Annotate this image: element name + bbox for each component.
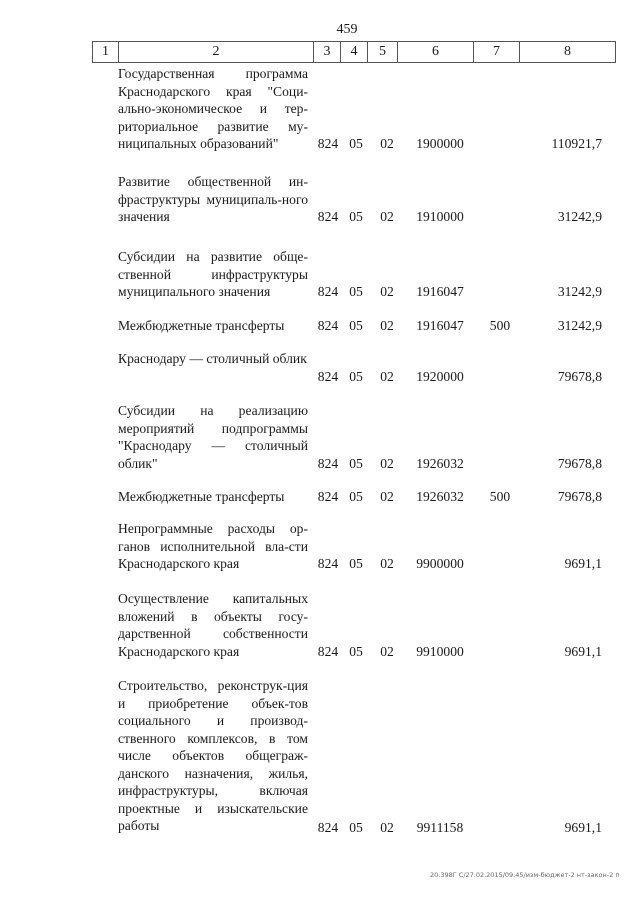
row-expense-type: 500 bbox=[489, 489, 511, 504]
row-target-code: 1916047 bbox=[416, 318, 464, 333]
row-subchapter-code: 02 bbox=[380, 136, 394, 151]
column-header-1: 1 bbox=[93, 42, 119, 63]
row-section-code: 824 bbox=[317, 209, 339, 224]
row-chapter-code: 05 bbox=[349, 456, 363, 471]
row-name: Межбюджетные трансферты bbox=[118, 489, 285, 504]
row-amount: 9691,1 bbox=[564, 644, 602, 659]
row-subchapter-code: 02 bbox=[380, 489, 394, 504]
row-amount: 31242,9 bbox=[557, 284, 602, 299]
row-section-code: 824 bbox=[317, 369, 339, 384]
row-section-code: 824 bbox=[317, 556, 339, 571]
row-name: Субсидии на развитие обще-ственной инфраструктуры муниципального значения bbox=[118, 249, 308, 299]
row-subchapter-code: 02 bbox=[380, 209, 394, 224]
row-name: Непрограммные расходы ор-ганов исполнительной вла-сти Краснодарского края bbox=[118, 521, 308, 571]
row-subchapter-code: 02 bbox=[380, 284, 394, 299]
row-target-code: 1910000 bbox=[416, 209, 464, 224]
row-section-code: 824 bbox=[317, 136, 339, 151]
row-section-code: 824 bbox=[317, 644, 339, 659]
row-name: Осуществление капитальных вложений в объекты госу-дарственной собственности Краснодарского края bbox=[118, 591, 308, 659]
row-target-code: 1916047 bbox=[416, 284, 464, 299]
row-name: Государственная программа Краснодарского края "Соци-ально-экономическое и тер-риториальное развитие му-ниципальных образований" bbox=[118, 66, 308, 151]
row-target-code: 1900000 bbox=[416, 136, 464, 151]
row-amount: 9691,1 bbox=[564, 556, 602, 571]
row-chapter-code: 05 bbox=[349, 369, 363, 384]
row-subchapter-code: 02 bbox=[380, 369, 394, 384]
row-amount: 31242,9 bbox=[557, 318, 602, 333]
column-header-4: 4 bbox=[341, 42, 368, 63]
row-name: Межбюджетные трансферты bbox=[118, 318, 285, 333]
row-chapter-code: 05 bbox=[349, 489, 363, 504]
row-chapter-code: 05 bbox=[349, 820, 363, 835]
column-header-3: 3 bbox=[314, 42, 341, 63]
row-chapter-code: 05 bbox=[349, 644, 363, 659]
row-chapter-code: 05 bbox=[349, 318, 363, 333]
column-header-8: 8 bbox=[520, 42, 616, 63]
row-chapter-code: 05 bbox=[349, 136, 363, 151]
row-chapter-code: 05 bbox=[349, 556, 363, 571]
row-section-code: 824 bbox=[317, 318, 339, 333]
document-footer: 20.398Г С/27.02.2015/09.45/изм-бюджет-2 нт-закон-2 п bbox=[430, 871, 620, 879]
row-target-code: 1926032 bbox=[416, 456, 464, 471]
row-expense-type: 500 bbox=[489, 318, 511, 333]
row-name: Краснодару — столичный облик bbox=[118, 351, 307, 366]
column-header-6: 6 bbox=[398, 42, 474, 63]
row-target-code: 9910000 bbox=[416, 644, 464, 659]
column-header-row bbox=[92, 41, 616, 63]
row-amount: 79678,8 bbox=[557, 456, 602, 471]
row-subchapter-code: 02 bbox=[380, 456, 394, 471]
row-subchapter-code: 02 bbox=[380, 318, 394, 333]
row-target-code: 9900000 bbox=[416, 556, 464, 571]
row-subchapter-code: 02 bbox=[380, 820, 394, 835]
row-amount: 31242,9 bbox=[557, 209, 602, 224]
page-number: 459 bbox=[336, 22, 358, 37]
row-target-code: 1926032 bbox=[416, 489, 464, 504]
row-section-code: 824 bbox=[317, 820, 339, 835]
row-section-code: 824 bbox=[317, 284, 339, 299]
column-header-5: 5 bbox=[368, 42, 398, 63]
row-subchapter-code: 02 bbox=[380, 556, 394, 571]
row-name: Развитие общественной ин-фраструктуры муниципаль-ного значения bbox=[118, 174, 308, 224]
row-amount: 79678,8 bbox=[557, 369, 602, 384]
row-name: Строительство, реконструк-ция и приобретение объек-тов социального и производ-ственного комплексов, в том числе объектов общеграж-данского назначения, жилья, инфраструктуры, включая проектные и изыскательские работы bbox=[118, 678, 308, 833]
row-amount: 9691,1 bbox=[564, 820, 602, 835]
row-chapter-code: 05 bbox=[349, 284, 363, 299]
row-section-code: 824 bbox=[317, 489, 339, 504]
row-chapter-code: 05 bbox=[349, 209, 363, 224]
row-target-code: 9911158 bbox=[416, 820, 464, 835]
row-subchapter-code: 02 bbox=[380, 644, 394, 659]
column-header-7: 7 bbox=[474, 42, 520, 63]
column-header-2: 2 bbox=[119, 42, 314, 63]
row-amount: 110921,7 bbox=[551, 136, 602, 151]
row-target-code: 1920000 bbox=[416, 369, 464, 384]
row-amount: 79678,8 bbox=[557, 489, 602, 504]
row-section-code: 824 bbox=[317, 456, 339, 471]
row-name: Субсидии на реализацию мероприятий подпрограммы "Краснодару — столичный облик" bbox=[118, 403, 308, 471]
